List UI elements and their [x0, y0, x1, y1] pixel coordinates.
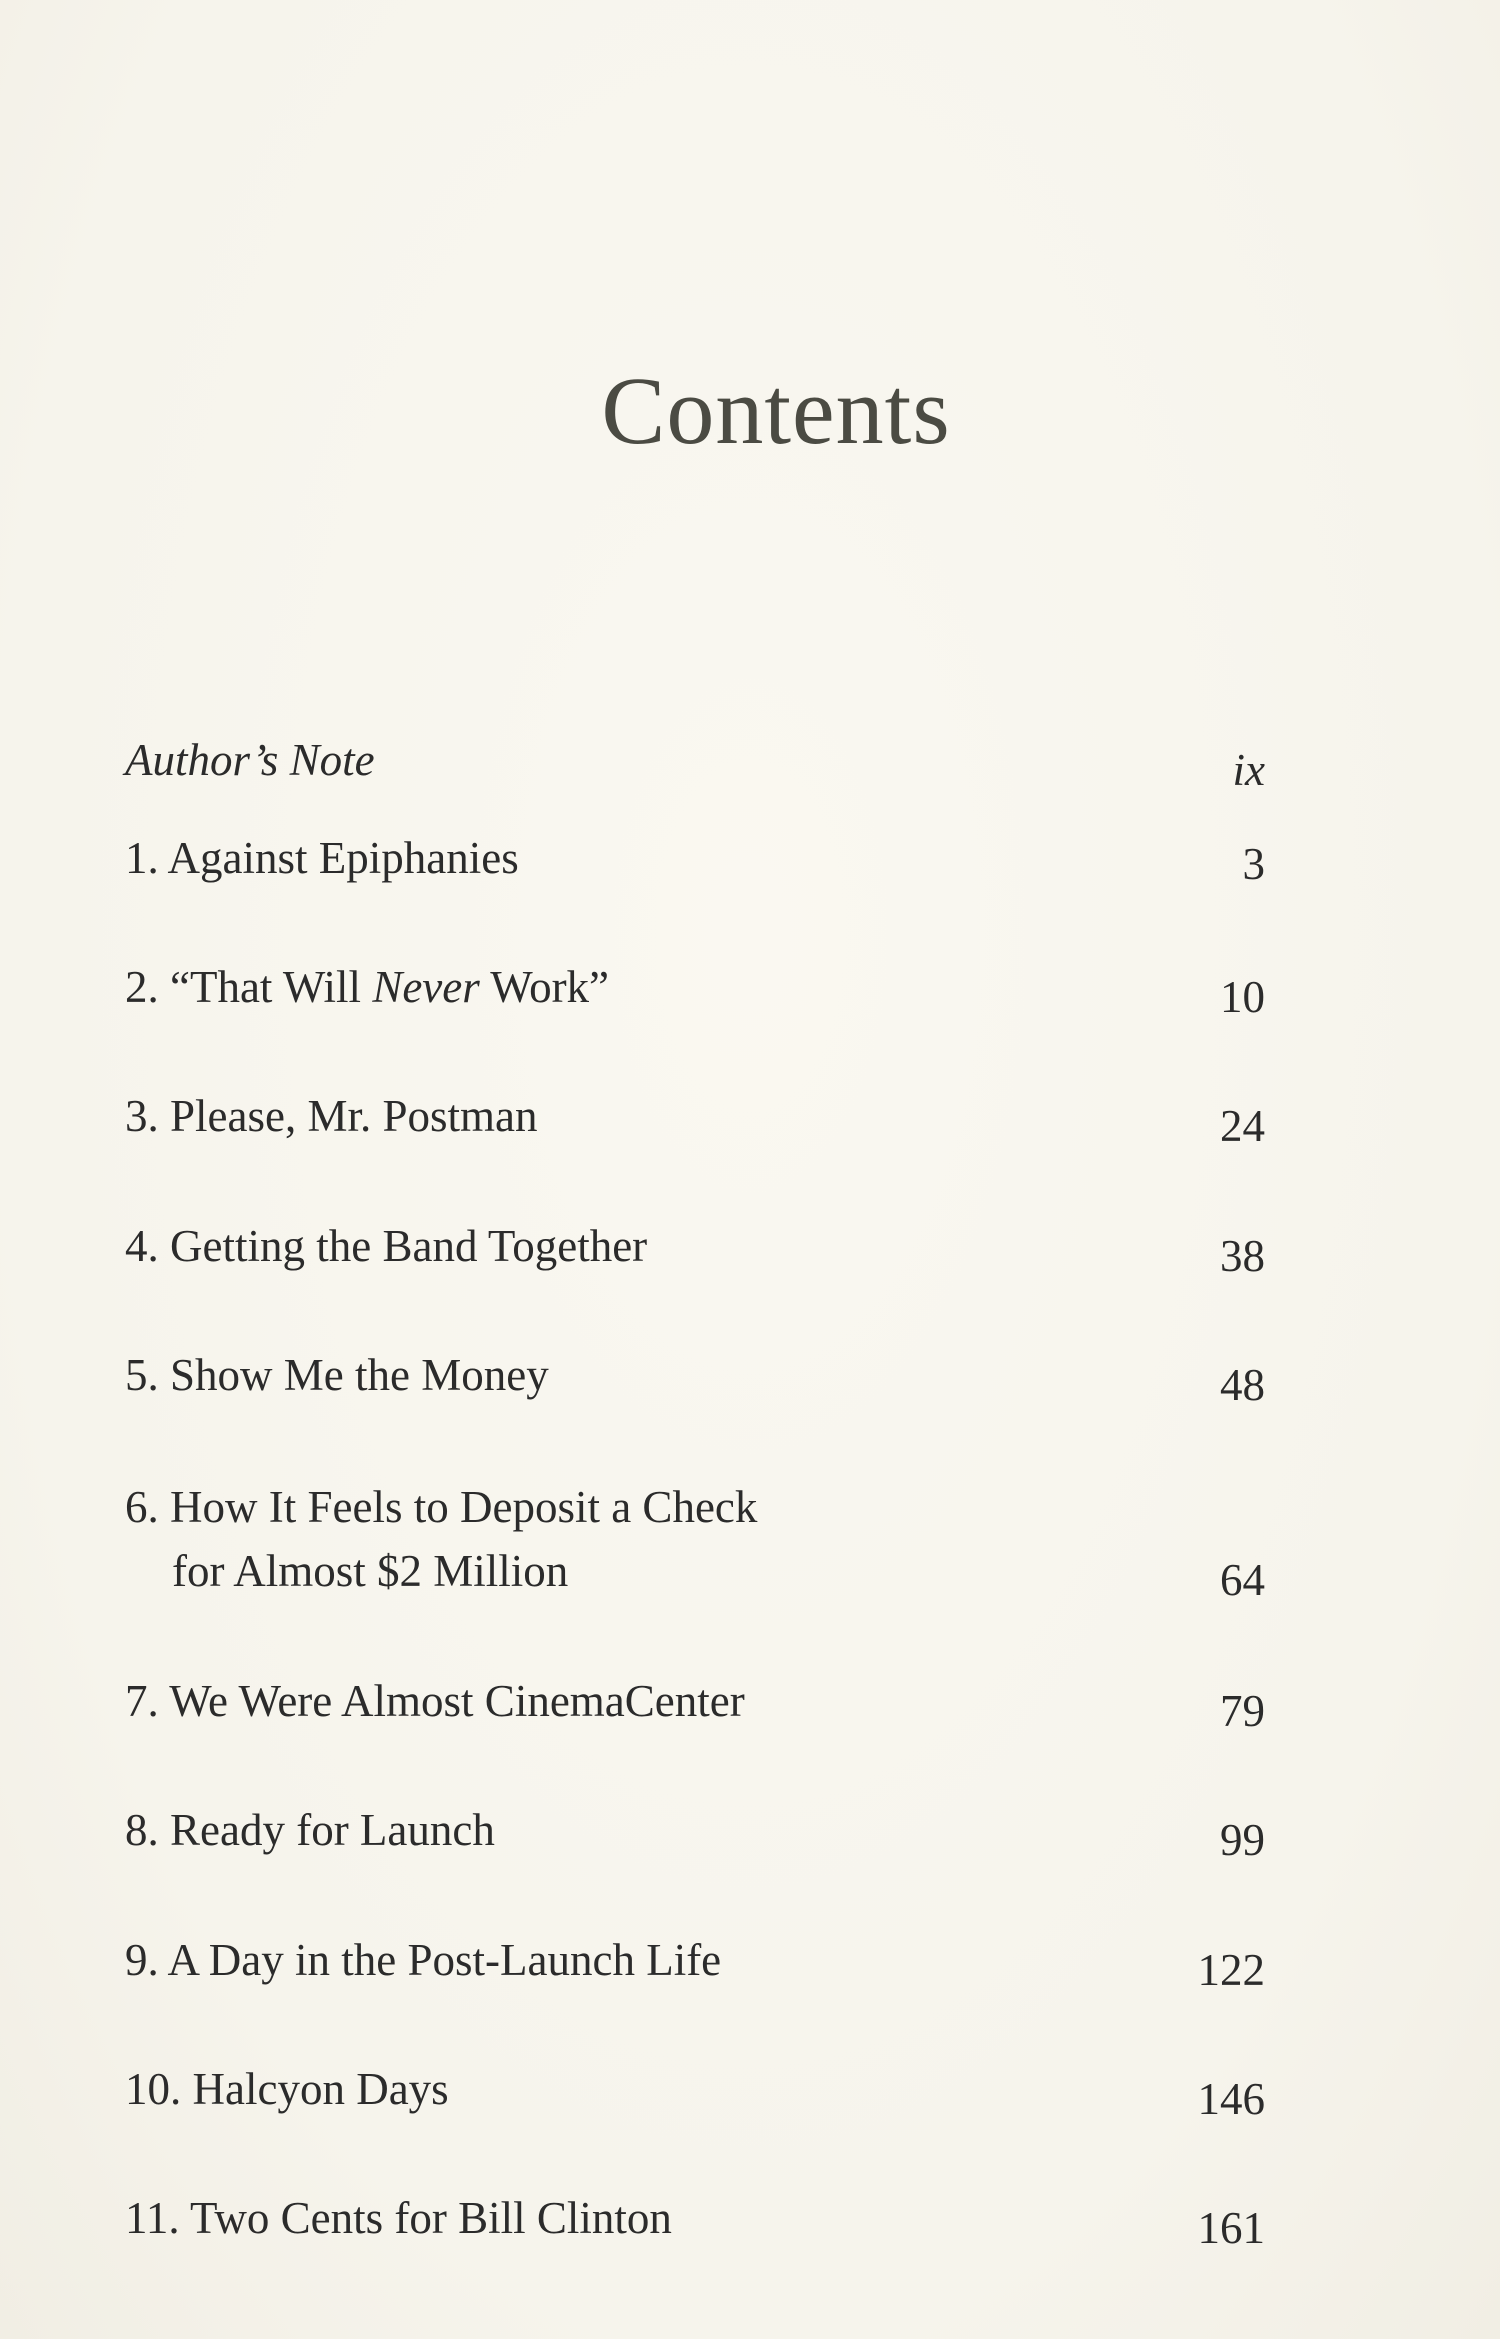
toc-entry-10: [125, 2057, 449, 2121]
page-title: Contents: [601, 357, 951, 464]
toc-entry-8: [125, 1798, 495, 1862]
toc-page-number: 64: [1220, 1555, 1265, 1605]
toc-page-number: ix: [1232, 745, 1265, 795]
toc-entry-title: 7. We Were Almost CinemaCenter: [125, 1676, 745, 1726]
toc-entry-title: 10. Halcyon Days: [125, 2064, 449, 2114]
toc-entry-title: 8. Ready for Launch: [125, 1805, 495, 1855]
toc-entry-1: [125, 826, 519, 890]
toc-entry-6: [125, 1475, 757, 1603]
toc-entry-title: 3. Please, Mr. Postman: [125, 1091, 538, 1141]
toc-entry-number: 5.: [125, 1350, 159, 1400]
toc-page-number: 24: [1220, 1101, 1265, 1151]
toc-entry-title: 2. “That Will Never Work”: [125, 962, 610, 1012]
toc-entry-number: 8.: [125, 1805, 159, 1855]
toc-entry-title: Author’s Note: [125, 735, 375, 785]
toc-entry-7: [125, 1669, 745, 1733]
toc-page-number: 122: [1197, 1945, 1265, 1995]
toc-entry-title: 9. A Day in the Post-Launch Life: [125, 1935, 722, 1985]
toc-entry-2: [125, 955, 609, 1019]
toc-entry-5: [125, 1343, 549, 1407]
toc-entry-number: 6.: [125, 1482, 159, 1532]
toc-entry-11: [125, 2186, 672, 2250]
toc-entry-title: 5. Show Me the Money: [125, 1350, 549, 1400]
toc-entry-number: 4.: [125, 1221, 159, 1271]
toc-entry-4: [125, 1214, 647, 1278]
toc-entry-3: [125, 1084, 538, 1148]
toc-entry-number: 9.: [125, 1935, 159, 1985]
toc-entry-title: 11. Two Cents for Bill Clinton: [125, 2193, 672, 2243]
toc-entry-title: 6. How It Feels to Deposit a Check: [125, 1482, 758, 1532]
toc-entry-number: 2.: [125, 962, 159, 1012]
toc-page-number: 3: [1242, 839, 1265, 889]
toc-page-number: 79: [1220, 1686, 1265, 1736]
toc-page-number: 10: [1220, 972, 1265, 1022]
toc-entry-number: 3.: [125, 1091, 159, 1141]
toc-entry-title: 4. Getting the Band Together: [125, 1221, 648, 1271]
toc-entry-title-continuation: for Almost $2 Million: [172, 1546, 569, 1596]
toc-entry-title: 1. Against Epiphanies: [125, 833, 519, 883]
toc-entry-9: [125, 1928, 721, 1992]
toc-entry-authors-note: [125, 728, 375, 792]
toc-entry-number: 1.: [125, 833, 159, 883]
toc-page-number: 146: [1197, 2074, 1265, 2124]
toc-page-number: 38: [1220, 1231, 1265, 1281]
toc-page-number: 161: [1197, 2203, 1265, 2253]
toc-entry-number: 7.: [125, 1676, 159, 1726]
toc-entry-number: 10.: [125, 2064, 182, 2114]
toc-page-number: 99: [1220, 1815, 1265, 1865]
toc-entry-number: 11.: [125, 2193, 180, 2243]
toc-page-number: 48: [1220, 1360, 1265, 1410]
